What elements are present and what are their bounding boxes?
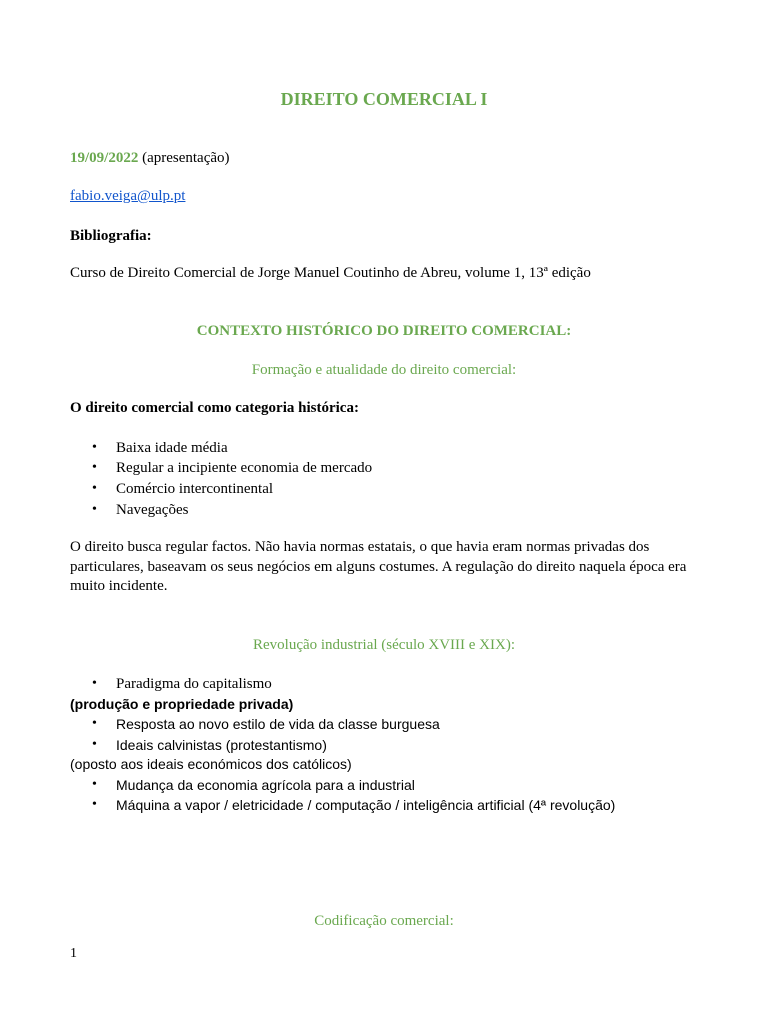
bullet-marker: • <box>92 440 97 455</box>
note-catolicos: (oposto aos ideais económicos dos católicos) <box>70 756 352 772</box>
page-number: 1 <box>70 946 77 961</box>
list-item: Resposta ao novo estilo de vida da classe burguesa <box>116 716 440 732</box>
bullet-marker: • <box>92 502 97 517</box>
bullet-marker: • <box>92 777 97 792</box>
date-note: (apresentação) <box>138 150 230 166</box>
bullet-marker: • <box>92 716 97 731</box>
bullet-marker: • <box>92 797 97 812</box>
document-title: DIREITO COMERCIAL I <box>280 89 488 109</box>
list-item: Baixa idade média <box>116 440 228 456</box>
list-item: Paradigma do capitalismo <box>116 676 272 692</box>
bullet-marker: • <box>92 737 97 752</box>
bibliography-entry: Curso de Direito Comercial de Jorge Manuel Coutinho de Abreu, volume 1, 13ª edição <box>70 265 591 281</box>
bullet-marker: • <box>92 481 97 496</box>
subheading-revolucao: Revolução industrial (século XVIII e XIX): <box>252 637 515 653</box>
bibliography-heading: Bibliografia: <box>70 228 152 244</box>
bullet-marker: • <box>92 676 97 691</box>
body-paragraph: O direito busca regular factos. Não havia normas estatais, o que havia eram normas privadas dos particulares, baseavam os seus negócios em alguns costumes. A regulação do direito naquela época era muito incidente. <box>70 539 687 594</box>
list-item: Regular a incipiente economia de mercado <box>116 460 373 476</box>
list-item: Comércio intercontinental <box>116 481 274 497</box>
list-item: Ideais calvinistas (protestantismo) <box>116 737 327 753</box>
subheading-codificacao: Codificação comercial: <box>314 913 454 929</box>
section-heading: CONTEXTO HISTÓRICO DO DIREITO COMERCIAL: <box>196 323 572 339</box>
date-text: 19/09/2022 <box>70 150 139 166</box>
note-producao: (produção e propriedade privada) <box>70 696 294 712</box>
historical-category-heading: O direito comercial como categoria histórica: <box>70 400 359 416</box>
email-link[interactable]: fabio.veiga@ulp.pt <box>70 188 186 204</box>
list-item: Máquina a vapor / eletricidade / computação / inteligência artificial (4ª revolução) <box>116 797 616 813</box>
subheading-formacao: Formação e atualidade do direito comercial: <box>251 362 517 378</box>
list-item: Mudança da economia agrícola para a industrial <box>116 777 415 793</box>
date-line <box>70 148 230 168</box>
bullet-marker: • <box>92 460 97 475</box>
list-item: Navegações <box>116 502 189 518</box>
